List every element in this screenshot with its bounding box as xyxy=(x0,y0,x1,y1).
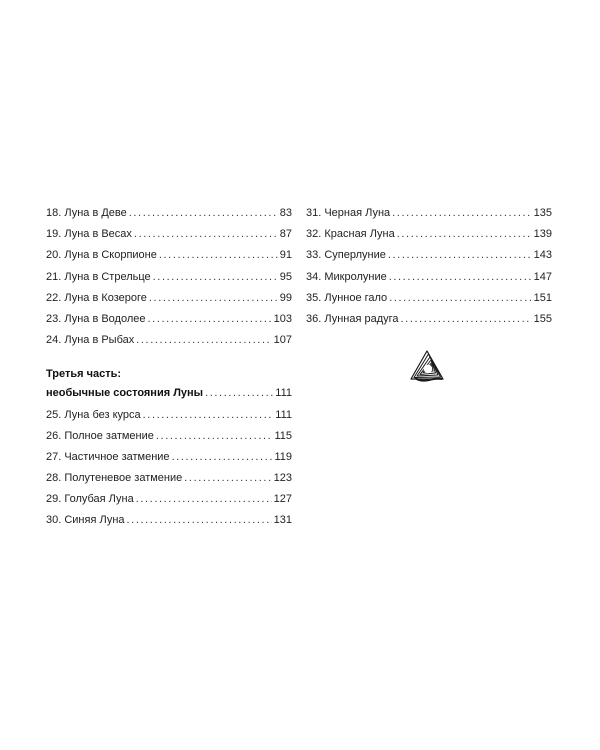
toc-leader-dots xyxy=(134,224,278,245)
toc-entry-page: 115 xyxy=(274,429,292,442)
toc-entry-title: 36. Лунная радуга xyxy=(306,312,399,325)
toc-entry-title: 33. Суперлуние xyxy=(306,249,386,262)
toc-entry-page: 111 xyxy=(275,408,292,421)
toc-entry xyxy=(306,245,552,266)
toc-entry-page: 83 xyxy=(279,207,292,219)
toc-right-column xyxy=(306,203,552,330)
toc-leader-dots xyxy=(156,426,273,447)
toc-entry-title: 34. Микролуние xyxy=(306,270,387,283)
toc-leader-dots xyxy=(184,468,271,489)
toc-leader-dots xyxy=(205,383,273,404)
toc-entry-page: 155 xyxy=(533,312,552,325)
section-title-line1: Третья часть: xyxy=(46,368,122,381)
toc-entry-page: 135 xyxy=(533,207,552,219)
section-page: 111 xyxy=(275,387,292,400)
toc-entry-page: 139 xyxy=(533,228,552,241)
toc-leader-dots xyxy=(148,309,272,330)
toc-entry xyxy=(46,224,292,245)
toc-entry xyxy=(306,203,552,224)
toc-entry-page: 147 xyxy=(533,270,552,283)
toc-entry-title: 31. Черная Луна xyxy=(306,207,391,219)
toc-entry xyxy=(46,288,292,309)
toc-leader-dots xyxy=(172,447,273,468)
toc-leader-dots xyxy=(401,309,532,330)
toc-leader-dots xyxy=(143,405,274,426)
toc-leader-dots xyxy=(127,510,272,531)
toc-entry-page: 123 xyxy=(273,472,292,485)
toc-section-heading xyxy=(46,366,292,404)
toc-entry-title: 27. Частичное затмение xyxy=(46,450,170,463)
toc-entry xyxy=(46,510,292,531)
toc-entry xyxy=(46,426,292,447)
toc-entry-title: 22. Луна в Козероге xyxy=(46,291,147,304)
toc-entry-page: 95 xyxy=(279,270,292,283)
toc-entry-page: 103 xyxy=(273,312,292,325)
spacer xyxy=(46,351,292,366)
toc-entry xyxy=(46,267,292,288)
toc-leader-dots xyxy=(389,267,532,288)
toc-entry-title: 18. Луна в Деве xyxy=(46,207,127,219)
toc-entry-title: 28. Полутеневое затмение xyxy=(46,472,183,485)
toc-entry-title: 21. Луна в Стрельце xyxy=(46,270,151,283)
section-title-line2: необычные состояния Луны xyxy=(46,387,204,400)
toc-leader-dots xyxy=(397,224,532,245)
toc-entry-title: 32. Красная Луна xyxy=(306,228,395,241)
toc-entry xyxy=(46,405,292,426)
toc-entry-page: 91 xyxy=(279,249,292,262)
toc-entry xyxy=(306,288,552,309)
toc-leader-dots xyxy=(389,288,531,309)
toc-entry-page: 87 xyxy=(279,228,292,241)
toc-leader-dots xyxy=(388,245,532,266)
toc-entry-page: 119 xyxy=(274,450,292,463)
toc-entry-title: 19. Луна в Весах xyxy=(46,228,132,241)
toc-entry xyxy=(46,330,292,351)
toc-leader-dots xyxy=(129,203,278,224)
toc-entry-title: 24. Луна в Рыбах xyxy=(46,334,135,347)
toc-entry-title: 20. Луна в Скорпионе xyxy=(46,249,157,262)
toc-entry xyxy=(46,447,292,468)
toc-leader-dots xyxy=(136,489,272,510)
toc-entry xyxy=(306,309,552,330)
toc-entry xyxy=(306,267,552,288)
toc-entry-title: 35. Лунное гало xyxy=(306,291,388,304)
toc-entry-title: 25. Луна без курса xyxy=(46,408,141,421)
toc-entry-title: 26. Полное затмение xyxy=(46,429,154,442)
toc-leader-dots xyxy=(149,288,278,309)
toc-entry-page: 151 xyxy=(533,291,552,304)
section-title-entry xyxy=(46,383,292,404)
toc-leader-dots xyxy=(159,245,278,266)
toc-entry-page: 99 xyxy=(279,291,292,304)
toc-entry-page: 127 xyxy=(273,493,292,506)
toc-entry-page: 107 xyxy=(273,334,292,347)
spiral-triangle-ornament-icon xyxy=(409,349,445,385)
toc-entry-page: 143 xyxy=(533,249,552,262)
toc-entry-page: 131 xyxy=(273,514,292,527)
toc-left-column xyxy=(46,203,292,532)
toc-group-signs xyxy=(46,203,292,351)
toc-entry-title: 29. Голубая Луна xyxy=(46,493,134,506)
toc-leader-dots xyxy=(392,203,531,224)
toc-entry-title: 23. Луна в Водолее xyxy=(46,312,146,325)
toc-entry xyxy=(306,224,552,245)
toc-entry xyxy=(46,203,292,224)
toc-entry xyxy=(46,245,292,266)
toc-entry xyxy=(46,489,292,510)
toc-leader-dots xyxy=(153,267,278,288)
toc-leader-dots xyxy=(136,330,271,351)
toc-entry-title: 30. Синяя Луна xyxy=(46,514,125,527)
toc-entry xyxy=(46,468,292,489)
toc-group-unusual-states xyxy=(46,405,292,532)
toc-entry xyxy=(46,309,292,330)
